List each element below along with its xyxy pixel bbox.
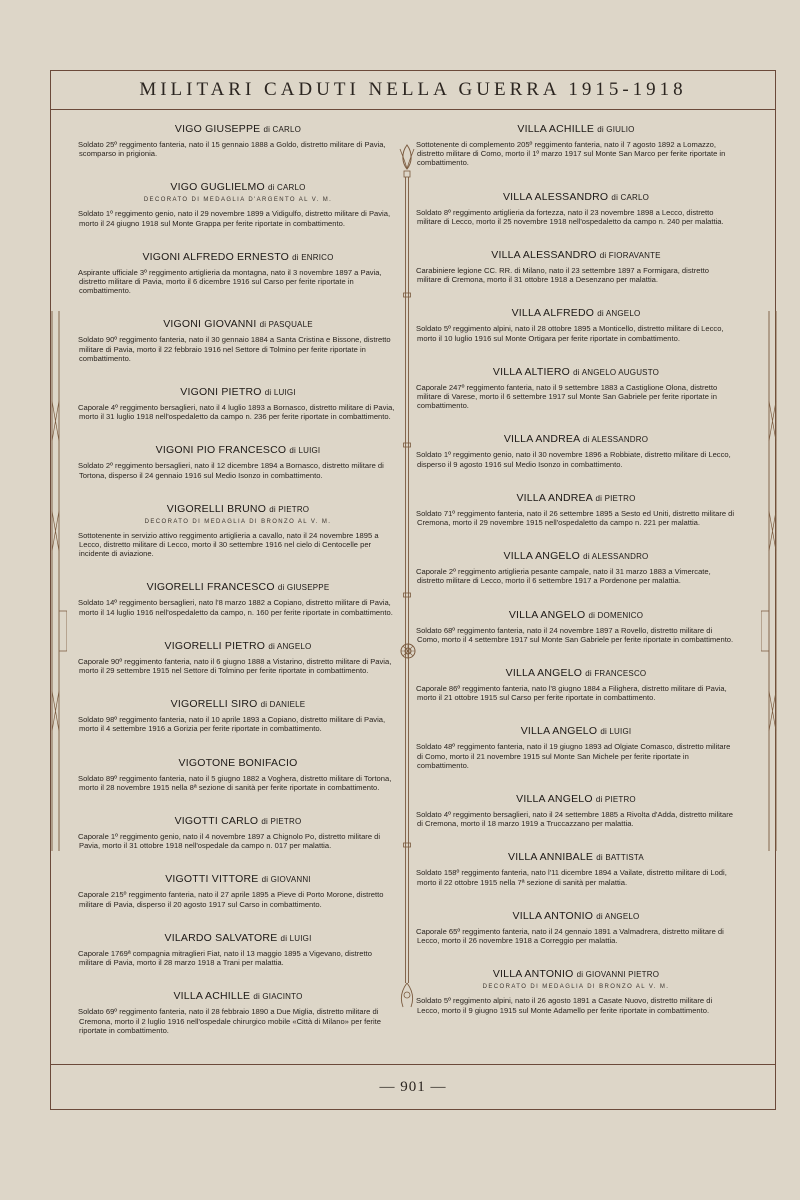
- record-entry: [79, 444, 397, 479]
- entry-name: [79, 318, 397, 330]
- record-entry: [79, 123, 397, 158]
- father-name: di ANGELO: [597, 309, 641, 319]
- record-entry: [417, 968, 735, 1014]
- soldier-name: VIGORELLI PIETRO: [164, 639, 266, 652]
- entry-text: Caporale 90º reggimento fanteria, nato il 6 giugno 1888 a Vistarino, distretto militare di Pavia, morto il 29 settembre 1915 nel Settore di Tolmino per ferite riportate in combattimento.: [78, 656, 392, 676]
- entry-text: Carabiniere legione CC. RR. di Milano, nato il 23 settembre 1897 a Formigara, distretto militare di Cremona, morto il 31 ottobre 1918 a Desenzano per malattia.: [416, 266, 709, 285]
- father-name: di DANIELE: [260, 700, 306, 710]
- soldier-name: VILLA ACHILLE: [517, 123, 595, 135]
- record-entry: [417, 249, 735, 284]
- entry-name: [417, 550, 735, 562]
- entry-text: Caporale 86º reggimento fanteria, nato l'8 giugno 1884 a Filighera, distretto militare di Pavia, morto il 21 ottobre 1915 sul Carso per ferite riportate in combattimento.: [416, 684, 727, 703]
- father-name: di PIETRO: [261, 817, 302, 827]
- father-name: di PIETRO: [595, 493, 636, 503]
- record-entry: [79, 757, 397, 792]
- entry-name: [79, 932, 397, 944]
- record-entry: [417, 307, 735, 342]
- entry-name: [79, 815, 397, 827]
- record-entry: [417, 910, 735, 945]
- entry-text: Aspirante ufficiale 3º reggimento artiglieria da montagna, nato il 3 novembre 1897 a Pavia, distretto militare di Pavia, morto il 6 dicembre 1916 sul Carso per ferite riportate in combattimento.: [78, 267, 382, 296]
- entry-name: [417, 968, 735, 980]
- record-entry: [79, 873, 397, 908]
- entry-name: [417, 725, 735, 737]
- entry-name: [79, 640, 397, 652]
- soldier-name: VILLA ANGELO: [516, 793, 593, 806]
- father-name: di ENRICO: [292, 252, 334, 262]
- record-entry: [417, 366, 735, 411]
- entry-text: Caporale 1º reggimento genio, nato il 4 novembre 1897 a Chignolo Po, distretto militare di Pavia, morto il 31 ottobre 1918 nell'ospedale da campo n. 017 per malattia.: [78, 832, 381, 851]
- father-name: di CARLO: [263, 125, 302, 134]
- record-entry: [417, 550, 735, 585]
- entry-text: Soldato 89º reggimento fanteria, nato il 5 giugno 1882 a Voghera, distretto militare di Tortona, morto il 28 novembre 1915 nella 8ª sezione di sanità per ferite riportate in combattimento.: [78, 773, 392, 792]
- page-title: MILITARI CADUTI NELLA GUERRA 1915-1918: [139, 79, 687, 100]
- record-entry: [417, 433, 735, 468]
- soldier-name: VILLA ANGELO: [503, 550, 581, 563]
- soldier-name: VIGORELLI BRUNO: [166, 502, 267, 515]
- page-number: — 901 —: [379, 1078, 447, 1095]
- page-frame: [50, 70, 776, 1110]
- entry-text: Soldato 1º reggimento genio, nato il 30 novembre 1896 a Robbiate, distretto militare di Lecco, disperso il 9 agosto 1916 sul Medio Isonzo in combattimento.: [416, 450, 731, 469]
- entry-text: Soldato 5º reggimento alpini, nato il 26 agosto 1891 a Casate Nuovo, distretto militare di Lecco, morto il 9 giugno 1915 sul Monte Adamello per ferite riportate in combattimento.: [416, 996, 713, 1015]
- record-entry: [417, 851, 735, 886]
- soldier-name: VILLA ANDREA: [516, 491, 593, 504]
- father-name: di ALESSANDRO: [583, 552, 649, 562]
- record-entry: [79, 581, 397, 616]
- record-entry: [79, 181, 397, 227]
- soldier-name: VILLA ANTONIO: [492, 968, 574, 981]
- father-name: di PIETRO: [269, 504, 310, 514]
- entry-name: [417, 123, 735, 135]
- entry-name: [79, 181, 397, 193]
- entry-name: [79, 990, 397, 1002]
- entry-name: [417, 851, 735, 863]
- record-entry: [417, 725, 735, 770]
- decoration-note: DECORATO DI MEDAGLIA DI BRONZO AL V. M.: [144, 518, 332, 525]
- father-name: di ANGELO AUGUSTO: [573, 367, 660, 377]
- ornamental-pole-center: [399, 143, 415, 1013]
- father-name: di GIUSEPPE: [277, 583, 330, 593]
- entry-name: [79, 386, 397, 398]
- entry-name: [79, 251, 397, 263]
- soldier-name: VILLA ANGELO: [505, 667, 583, 680]
- entry-text: Soldato 14º reggimento bersaglieri, nato l'8 marzo 1882 a Copiano, distretto militare di Pavia, morto il 14 luglio 1916 nell'ospedaletto da campo, n. 160 per ferite riportate in combattimento.: [78, 598, 393, 617]
- entry-name: [79, 873, 397, 885]
- entry-name: [417, 191, 735, 203]
- footer-bar: [51, 1064, 775, 1109]
- record-entry: [417, 667, 735, 702]
- entry-text: Soldato 48º reggimento fanteria, nato il 19 giugno 1893 ad Olgiate Comasco, distretto militare di Como, morto il 21 novembre 1915 sul Monte San Michele per ferite riportate in combattimento.: [416, 742, 731, 770]
- soldier-name: VILARDO SALVATORE: [164, 931, 278, 944]
- record-entry: [79, 640, 397, 675]
- entry-text: Soldato 90º reggimento fanteria, nato il 30 gennaio 1884 a Santa Cristina e Bissone, distretto militare di Pavia, morto il 22 febbraio 1916 nel Settore di Tolmino per ferite riportate in combattimento.: [78, 335, 391, 363]
- soldier-name: VIGOTONE BONIFACIO: [178, 756, 298, 769]
- soldier-name: VILLA ACHILLE: [173, 990, 251, 1003]
- father-name: di FIORAVANTE: [599, 251, 661, 261]
- entry-text: Soldato 69º reggimento fanteria, nato il 28 febbraio 1890 a Due Miglia, distretto militare di Cremona, morto il 2 luglio 1916 nell'ospedale chirurgico mobile «Città di Milano» per ferite riportate in combattimento.: [78, 1007, 381, 1035]
- entry-name: [79, 698, 397, 710]
- soldier-name: VILLA ANTONIO: [512, 909, 594, 922]
- entry-name: [417, 609, 735, 621]
- father-name: di CARLO: [611, 192, 650, 202]
- record-entry: [417, 191, 735, 226]
- entry-name: [79, 123, 397, 135]
- entry-text: Soldato 5º reggimento alpini, nato il 28 ottobre 1895 a Monticello, distretto militare di Lecco, morto il 10 luglio 1916 sul Monte Ortigara per ferite riportate in combattimento.: [416, 324, 724, 343]
- entry-name: [417, 249, 735, 261]
- entry-name: [417, 433, 735, 445]
- soldier-name: VILLA ANGELO: [520, 725, 598, 738]
- father-name: di ALESSANDRO: [582, 435, 649, 445]
- decoration-note: DECORATO DI MEDAGLIA DI BRONZO AL V. M.: [482, 984, 670, 991]
- entry-name: [79, 581, 397, 593]
- left-column: [79, 123, 397, 1058]
- father-name: di LUIGI: [280, 933, 312, 943]
- entry-name: [417, 793, 735, 805]
- entry-text: Sottotenente in servizio attivo reggimento artiglieria a cavallo, nato il 24 novembre 1895 a Lecco, distretto militare di Lecco, morto il 30 settembre 1916 nel cielo di Centocelle per incidente di aviazione.: [78, 530, 379, 559]
- father-name: di GIULIO: [597, 125, 635, 134]
- entry-text: Caporale 65º reggimento fanteria, nato il 24 gennaio 1891 a Valmadrera, distretto militare di Lecco, morto il 26 novembre 1918 a Correggio per malattia.: [416, 926, 724, 946]
- entry-name: [79, 757, 397, 769]
- entry-name: [417, 667, 735, 679]
- header-bar: [51, 71, 775, 110]
- father-name: di ANGELO: [268, 641, 312, 651]
- soldier-name: VIGOTTI CARLO: [174, 815, 259, 828]
- entry-text: Soldato 8º reggimento artiglieria da fortezza, nato il 23 novembre 1898 a Lecco, distretto militare di Lecco, morto il 25 novembre 1918 nell'ospedaletto da campo n. 240 per malattia.: [416, 207, 724, 226]
- record-entry: [417, 609, 735, 644]
- soldier-name: VIGOTTI VITTORE: [165, 873, 259, 886]
- father-name: di CARLO: [267, 183, 306, 193]
- record-entry: [79, 503, 397, 559]
- entry-text: Soldato 68º reggimento fanteria, nato il 24 novembre 1897 a Rovello, distretto militare di Como, morto il 4 settembre 1917 sul Monte San Gabriele per ferite riportate in combattimento.: [416, 625, 734, 644]
- record-entry: [417, 123, 735, 168]
- entry-text: Soldato 1º reggimento genio, nato il 29 novembre 1899 a Vidigulfo, distretto militare di Pavia, morto il 24 giugno 1918 sul Monte Grappa per ferite riportate in combattimento.: [78, 209, 391, 228]
- father-name: di LUIGI: [600, 727, 632, 737]
- entry-name: [417, 366, 735, 378]
- entry-text: Soldato 71º reggimento fanteria, nato il 26 settembre 1895 a Sesto ed Uniti, distretto militare di Cremona, morto il 29 novembre 1915 nell'ospedaletto da campo n. 221 per malattia.: [416, 508, 735, 528]
- father-name: di ANGELO: [596, 911, 640, 921]
- entry-name: [417, 492, 735, 504]
- entry-name: [417, 307, 735, 319]
- soldier-name: VIGONI GIOVANNI: [163, 318, 257, 331]
- record-entry: [79, 251, 397, 296]
- soldier-name: VILLA ANNIBALE: [508, 851, 594, 864]
- entry-text: Caporale 215º reggimento fanteria, nato il 27 aprile 1895 a Pieve di Porto Morone, distretto militare di Pavia, disperso il 20 agosto 1917 sul Carso in combattimento.: [78, 890, 384, 909]
- entry-text: Soldato 98º reggimento fanteria, nato il 10 aprile 1893 a Copiano, distretto militare di Pavia, morto il 4 settembre 1916 a Gorizia per ferite riportate in combattimento.: [78, 715, 386, 734]
- ornamental-fasces-left: [45, 311, 67, 851]
- entry-text: Soldato 25º reggimento fanteria, nato il 15 gennaio 1888 a Goldo, distretto militare di Pavia, scomparso in prigionia.: [78, 140, 386, 159]
- right-column: [417, 123, 735, 1038]
- father-name: di GIACINTO: [253, 992, 303, 1002]
- soldier-name: VIGO GIUSEPPE: [174, 123, 261, 135]
- record-entry: [79, 318, 397, 363]
- record-entry: [417, 793, 735, 828]
- father-name: di DOMENICO: [588, 610, 644, 620]
- father-name: di FRANCESCO: [585, 669, 647, 679]
- entry-name: [79, 503, 397, 515]
- soldier-name: VIGORELLI FRANCESCO: [146, 581, 275, 594]
- decoration-note: DECORATO DI MEDAGLIA D'ARGENTO AL V. M.: [143, 197, 333, 204]
- soldier-name: VILLA ANDREA: [503, 433, 580, 446]
- father-name: di PIETRO: [595, 795, 636, 805]
- father-name: di LUIGI: [264, 388, 296, 398]
- record-entry: [79, 698, 397, 733]
- soldier-name: VILLA ALTIERO: [492, 365, 571, 378]
- soldier-name: VILLA ALESSANDRO: [502, 190, 609, 203]
- entry-text: Soldato 158º reggimento fanteria, nato l'11 dicembre 1894 a Vailate, distretto militare di Lodi, morto il 22 ottobre 1915 nella 7ª sezione di sanità per malattia.: [416, 868, 727, 887]
- soldier-name: VIGORELLI SIRO: [170, 698, 258, 711]
- soldier-name: VIGONI PIETRO: [180, 386, 262, 399]
- entry-name: [417, 910, 735, 922]
- soldier-name: VILLA ALFREDO: [511, 307, 595, 320]
- father-name: di GIOVANNI PIETRO: [576, 970, 660, 980]
- soldier-name: VIGONI ALFREDO ERNESTO: [142, 250, 290, 263]
- record-entry: [79, 386, 397, 421]
- record-entry: [417, 492, 735, 527]
- soldier-name: VILLA ANGELO: [508, 608, 586, 621]
- father-name: di LUIGI: [289, 446, 321, 456]
- entry-name: [79, 444, 397, 456]
- father-name: di GIOVANNI: [261, 875, 311, 885]
- rosette-ornament-icon: [400, 643, 416, 659]
- soldier-name: VIGO GUGLIELMO: [170, 181, 265, 194]
- record-entry: [79, 815, 397, 850]
- entry-text: Sottotenente di complemento 205º reggimento fanteria, nato il 7 agosto 1892 a Lomazzo, distretto militare di Como, morto il 1º marzo 1917 sul Monte San Marco per ferite riportate in combattimento.: [416, 140, 726, 168]
- ornamental-fasces-right: [761, 311, 783, 851]
- entry-text: Soldato 4º reggimento bersaglieri, nato il 24 settembre 1885 a Rivolta d'Adda, distretto militare di Cremona, morto il 18 marzo 1919 a Truccazzano per malattia.: [416, 810, 734, 829]
- entry-text: Caporale 1769ª compagnia mitraglieri Fiat, nato il 13 maggio 1895 a Vigevano, distretto militare di Pavia, morto il 28 marzo 1918 a Trani per malattia.: [78, 948, 372, 968]
- father-name: di BATTISTA: [596, 853, 644, 863]
- record-entry: [79, 990, 397, 1035]
- record-entry: [79, 932, 397, 967]
- soldier-name: VIGONI PIO FRANCESCO: [155, 444, 287, 457]
- father-name: di PASQUALE: [259, 320, 313, 330]
- entry-text: Soldato 2º reggimento bersaglieri, nato il 12 dicembre 1894 a Bornasco, distretto militare di Tortona, disperso il 24 gennaio 1916 sul Medio Isonzo in combattimento.: [78, 461, 384, 480]
- soldier-name: VILLA ALESSANDRO: [491, 249, 597, 262]
- entry-text: Caporale 247º reggimento fanteria, nato il 9 settembre 1883 a Castiglione Olona, distretto militare di Varese, morto il 6 settembre 1917 sul Monte San Gabriele per ferite riportate in combattimento.: [416, 382, 718, 411]
- entry-text: Caporale 4º reggimento bersaglieri, nato il 4 luglio 1893 a Bornasco, distretto militare di Pavia, morto il 31 luglio 1918 nell'ospedaletto da campo n. 236 per ferite riportate in combattimento.: [78, 403, 395, 422]
- entry-text: Caporale 2º reggimento artiglieria pesante campale, nato il 31 marzo 1883 a Vimercate, distretto militare di Lecco, morto il 6 settembre 1917 a Pordenone per malattia.: [416, 567, 711, 586]
